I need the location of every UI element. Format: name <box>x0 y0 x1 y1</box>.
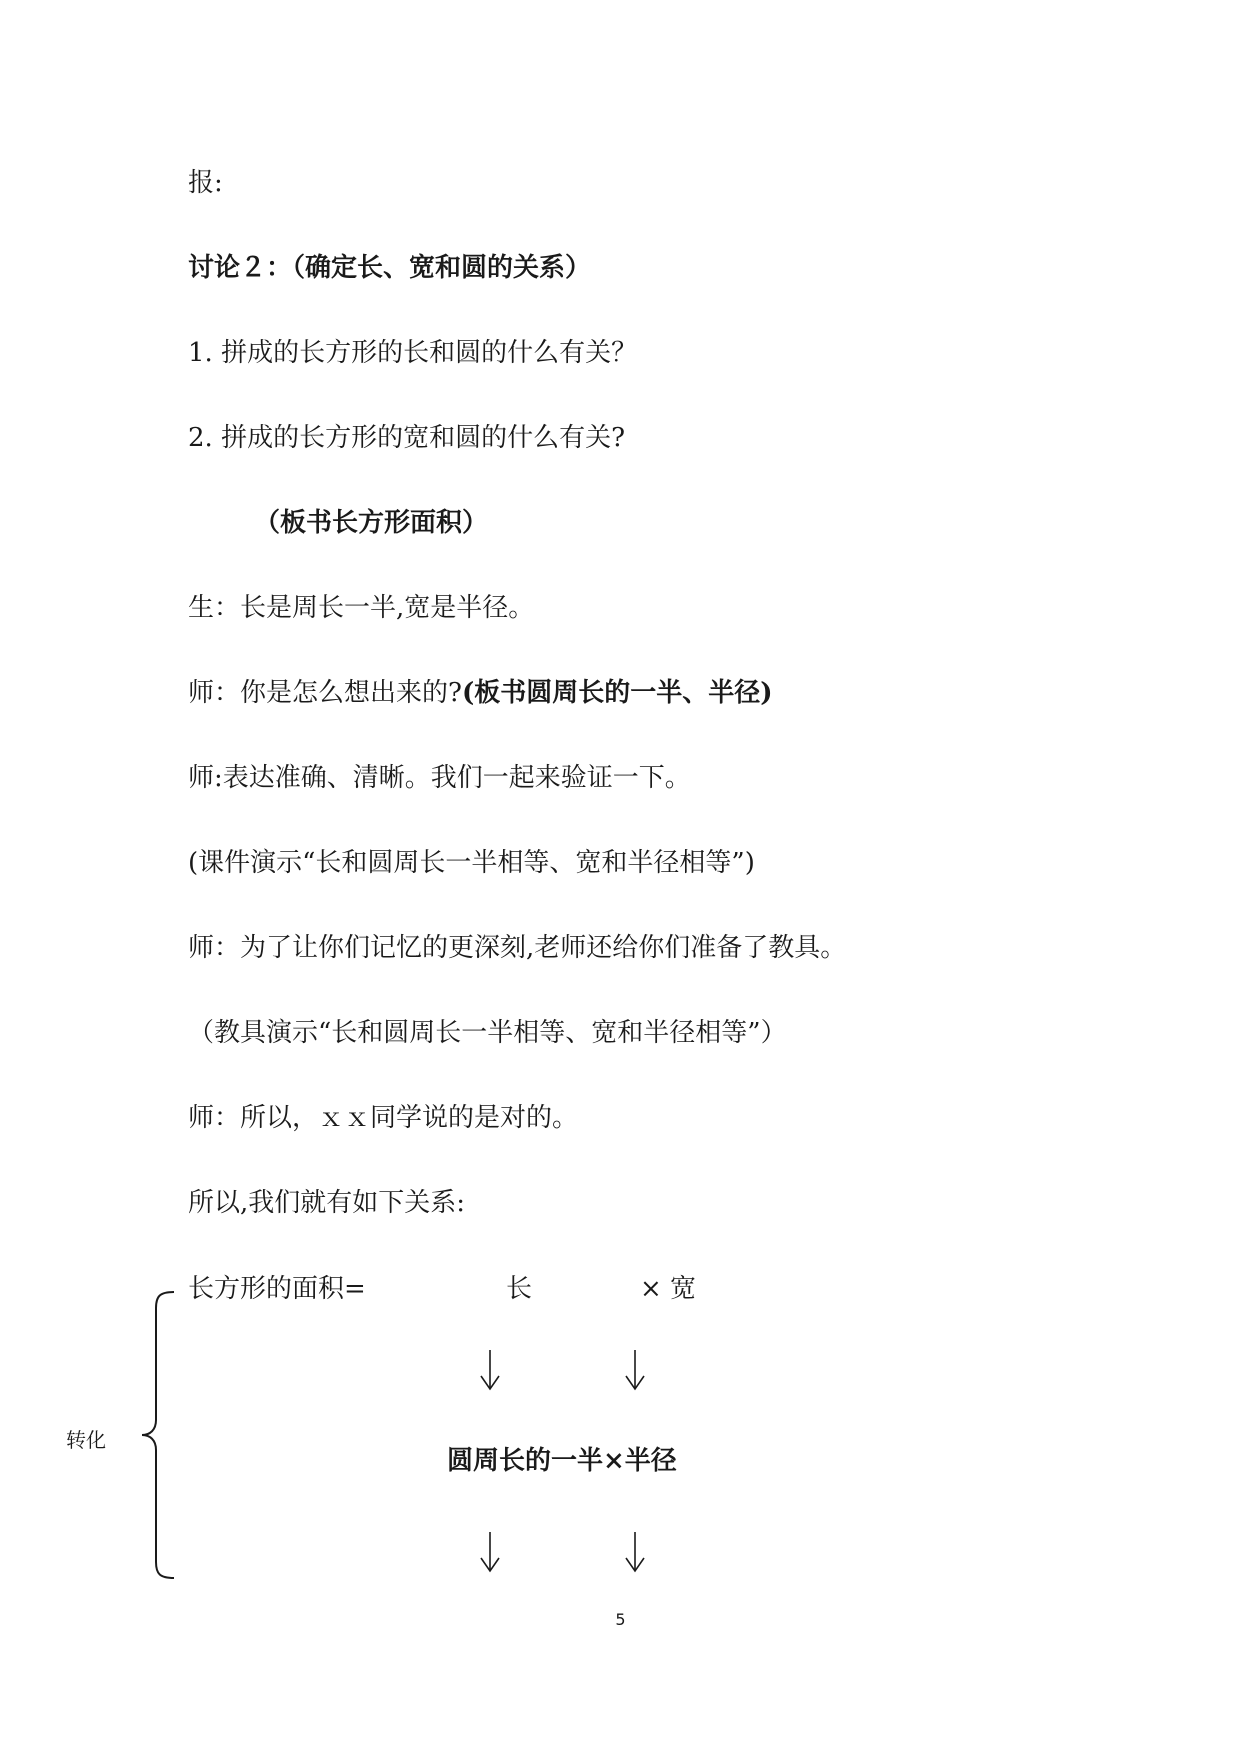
page-number: 5 <box>615 1610 626 1629</box>
down-arrow-icon <box>623 1530 647 1574</box>
teaching-aid-demo: （教具演示“长和圆周长一半相等、宽和半径相等”） <box>188 1018 787 1048</box>
discussion-heading: 讨论２：（确定长、宽和圆的关系） <box>188 253 592 283</box>
circle-expression: 圆周长的一半×半径 <box>447 1446 677 1476</box>
teacher-question <box>188 676 773 710</box>
down-arrow-icon <box>478 1530 502 1574</box>
question-1: 1. 拼成的长方形的长和圆的什么有关？ <box>188 338 638 368</box>
down-arrow-icon <box>478 1348 502 1392</box>
board-note-circle: (板书圆周长的一半、半径) <box>461 678 773 708</box>
courseware-demo: (课件演示“长和圆周长一半相等、宽和半径相等”) <box>188 848 755 878</box>
rect-area-label: 长方形的面积= <box>188 1274 366 1304</box>
left-brace-icon <box>130 1290 180 1580</box>
teacher-verify: 师:表达准确、清晰。我们一起来验证一下。 <box>188 763 691 793</box>
down-arrow-icon <box>623 1348 647 1392</box>
length-label: 长 <box>506 1274 533 1304</box>
text-line-report: 报: <box>188 168 223 198</box>
board-note-rect-area: （板书长方形面积） <box>254 508 489 538</box>
question-2: 2. 拼成的长方形的宽和圆的什么有关? <box>188 423 626 453</box>
teacher-confirm: 师：所以，ｘｘ同学说的是对的。 <box>188 1103 579 1133</box>
student-answer: 生：长是周长一半,宽是半径。 <box>188 593 535 623</box>
teacher-question-text: 师：你是怎么想出来的? <box>188 678 462 708</box>
transform-label: 转化 <box>66 1428 106 1452</box>
conclusion-line: 所以,我们就有如下关系: <box>188 1188 466 1218</box>
times-width-label: × 宽 <box>640 1274 697 1304</box>
teacher-teaching-aid: 师：为了让你们记忆的更深刻,老师还给你们准备了教具。 <box>188 933 847 963</box>
